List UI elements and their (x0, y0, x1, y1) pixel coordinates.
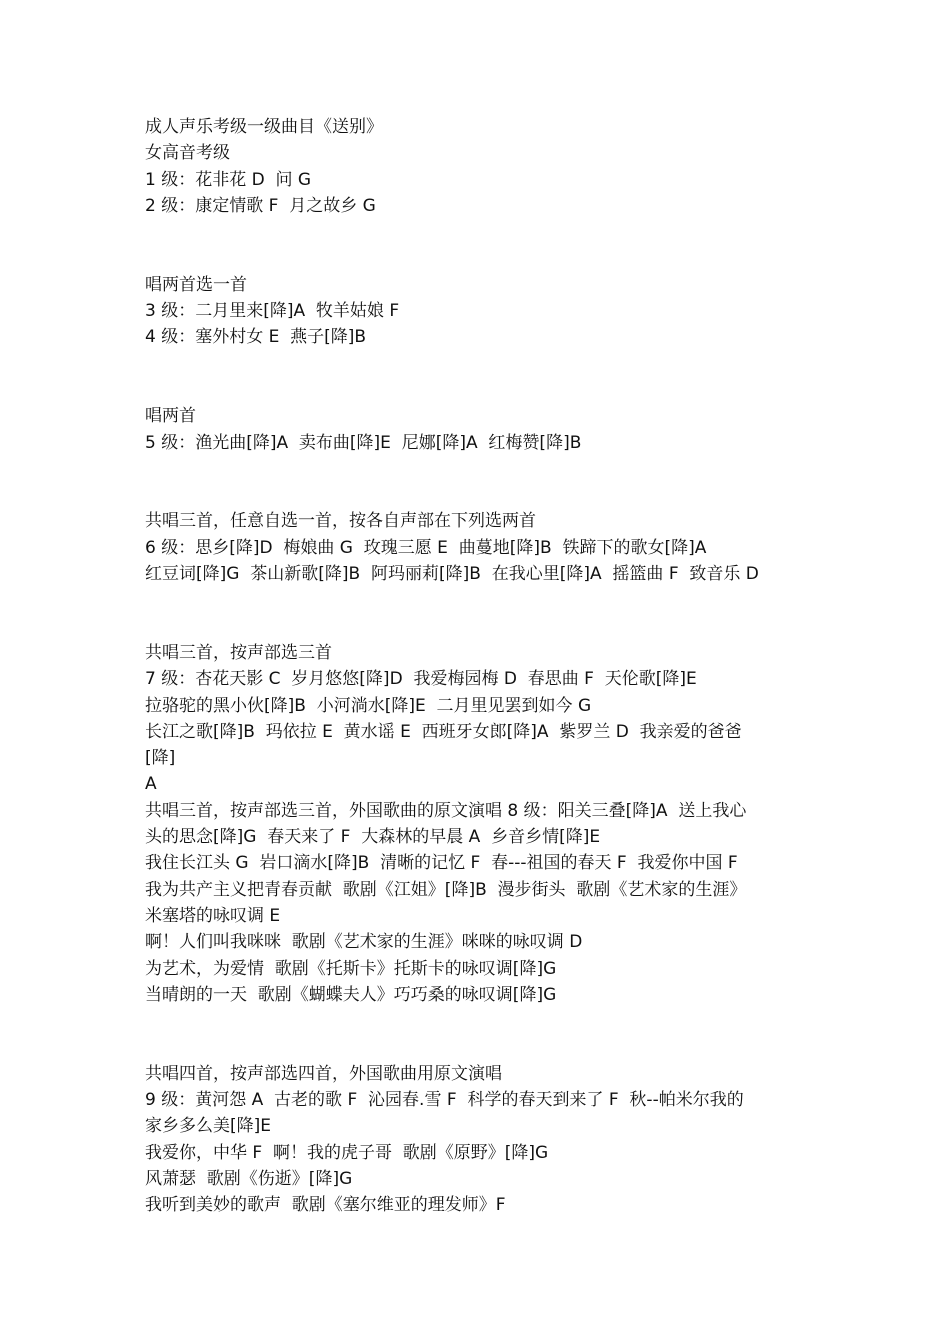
document-page (145, 114, 810, 1218)
text-line: 家乡多么美[降]E (145, 1116, 272, 1137)
blank-line (145, 245, 810, 271)
text-line: 风萧瑟 歌剧《伤逝》[降]G (145, 1168, 353, 1189)
text-line: 女高音考级 (145, 143, 230, 164)
text-line: 1 级：花非花 D 问 G (145, 169, 312, 190)
text-line: 4 级：塞外村女 E 燕子[降]B (145, 327, 367, 348)
text-line: 我住长江头 G 岩口滴水[降]B 清晰的记忆 F 春---祖国的春天 F 我爱你中国 F (145, 853, 738, 874)
text-line: 拉骆驼的黑小伙[降]B 小河淌水[降]E 二月里见罢到如今 G (145, 695, 592, 716)
text-line: 6 级：思乡[降]D 梅娘曲 G 玫瑰三愿 E 曲蔓地[降]B 铁蹄下的歌女[降]A (145, 537, 707, 558)
blank-line (145, 377, 810, 403)
text-line: 啊！人们叫我咪咪 歌剧《艺术家的生涯》咪咪的咏叹调 D (145, 932, 583, 953)
blank-line (145, 482, 810, 508)
text-line: 我爱你，中华 F 啊！我的虎子哥 歌剧《原野》[降]G (145, 1142, 549, 1163)
text-line: 9 级：黄河怨 A 古老的歌 F 沁园春.雪 F 科学的春天到来了 F 秋--帕米尔我的 (145, 1089, 744, 1110)
text-line: 2 级：康定情歌 F 月之故乡 G (145, 195, 376, 216)
text-line: 我为共产主义把青春贡献 歌剧《江姐》[降]B 漫步街头 歌剧《艺术家的生涯》 (145, 879, 747, 900)
text-line: 5 级：渔光曲[降]A 卖布曲[降]E 尼娜[降]A 红梅赞[降]B (145, 432, 582, 453)
text-line: 当晴朗的一天 歌剧《蝴蝶夫人》巧巧桑的咏叹调[降]G (145, 984, 557, 1005)
text-line: 为艺术，为爱情 歌剧《托斯卡》托斯卡的咏叹调[降]G (145, 958, 557, 979)
text-line: 红豆词[降]G 茶山新歌[降]B 阿玛丽莉[降]B 在我心里[降]A 摇篮曲 F 致音乐 D (145, 564, 759, 585)
text-line: A (145, 774, 157, 795)
text-line: 3 级：二月里来[降]A 牧羊姑娘 F (145, 301, 400, 322)
text-line: 唱两首选一首 (145, 274, 247, 295)
blank-line (145, 1034, 810, 1060)
blank-line (145, 351, 810, 377)
text-line: 共唱三首，按声部选三首，外国歌曲的原文演唱 8 级：阳关三叠[降]A 送上我心 (145, 800, 747, 821)
text-line: 共唱四首，按声部选四首，外国歌曲用原文演唱 (145, 1063, 502, 1084)
text-line: 7 级：杏花天影 C 岁月悠悠[降]D 我爱梅园梅 D 春思曲 F 天伦歌[降]E (145, 669, 697, 690)
blank-line (145, 587, 810, 613)
text-line: 我听到美妙的歌声 歌剧《塞尔维亚的理发师》F (145, 1195, 506, 1216)
blank-line (145, 1008, 810, 1034)
text-line: 共唱三首，任意自选一首，按各自声部在下列选两首 (145, 511, 536, 532)
text-line: 米塞塔的咏叹调 E (145, 905, 281, 926)
text-line: 长江之歌[降]B 玛依拉 E 黄水谣 E 西班牙女郎[降]A 紫罗兰 D 我亲爱的爸爸 (145, 721, 742, 742)
text-line: 唱两首 (145, 406, 196, 427)
text-line: 共唱三首，按声部选三首 (145, 642, 332, 663)
blank-line (145, 219, 810, 245)
text-line: [降] (145, 748, 176, 769)
blank-line (145, 614, 810, 640)
text-line: 头的思念[降]G 春天来了 F 大森林的早晨 A 乡音乡情[降]E (145, 827, 601, 848)
title-line: 成人声乐考级一级曲目《送别》 (145, 117, 383, 137)
blank-line (145, 456, 810, 482)
